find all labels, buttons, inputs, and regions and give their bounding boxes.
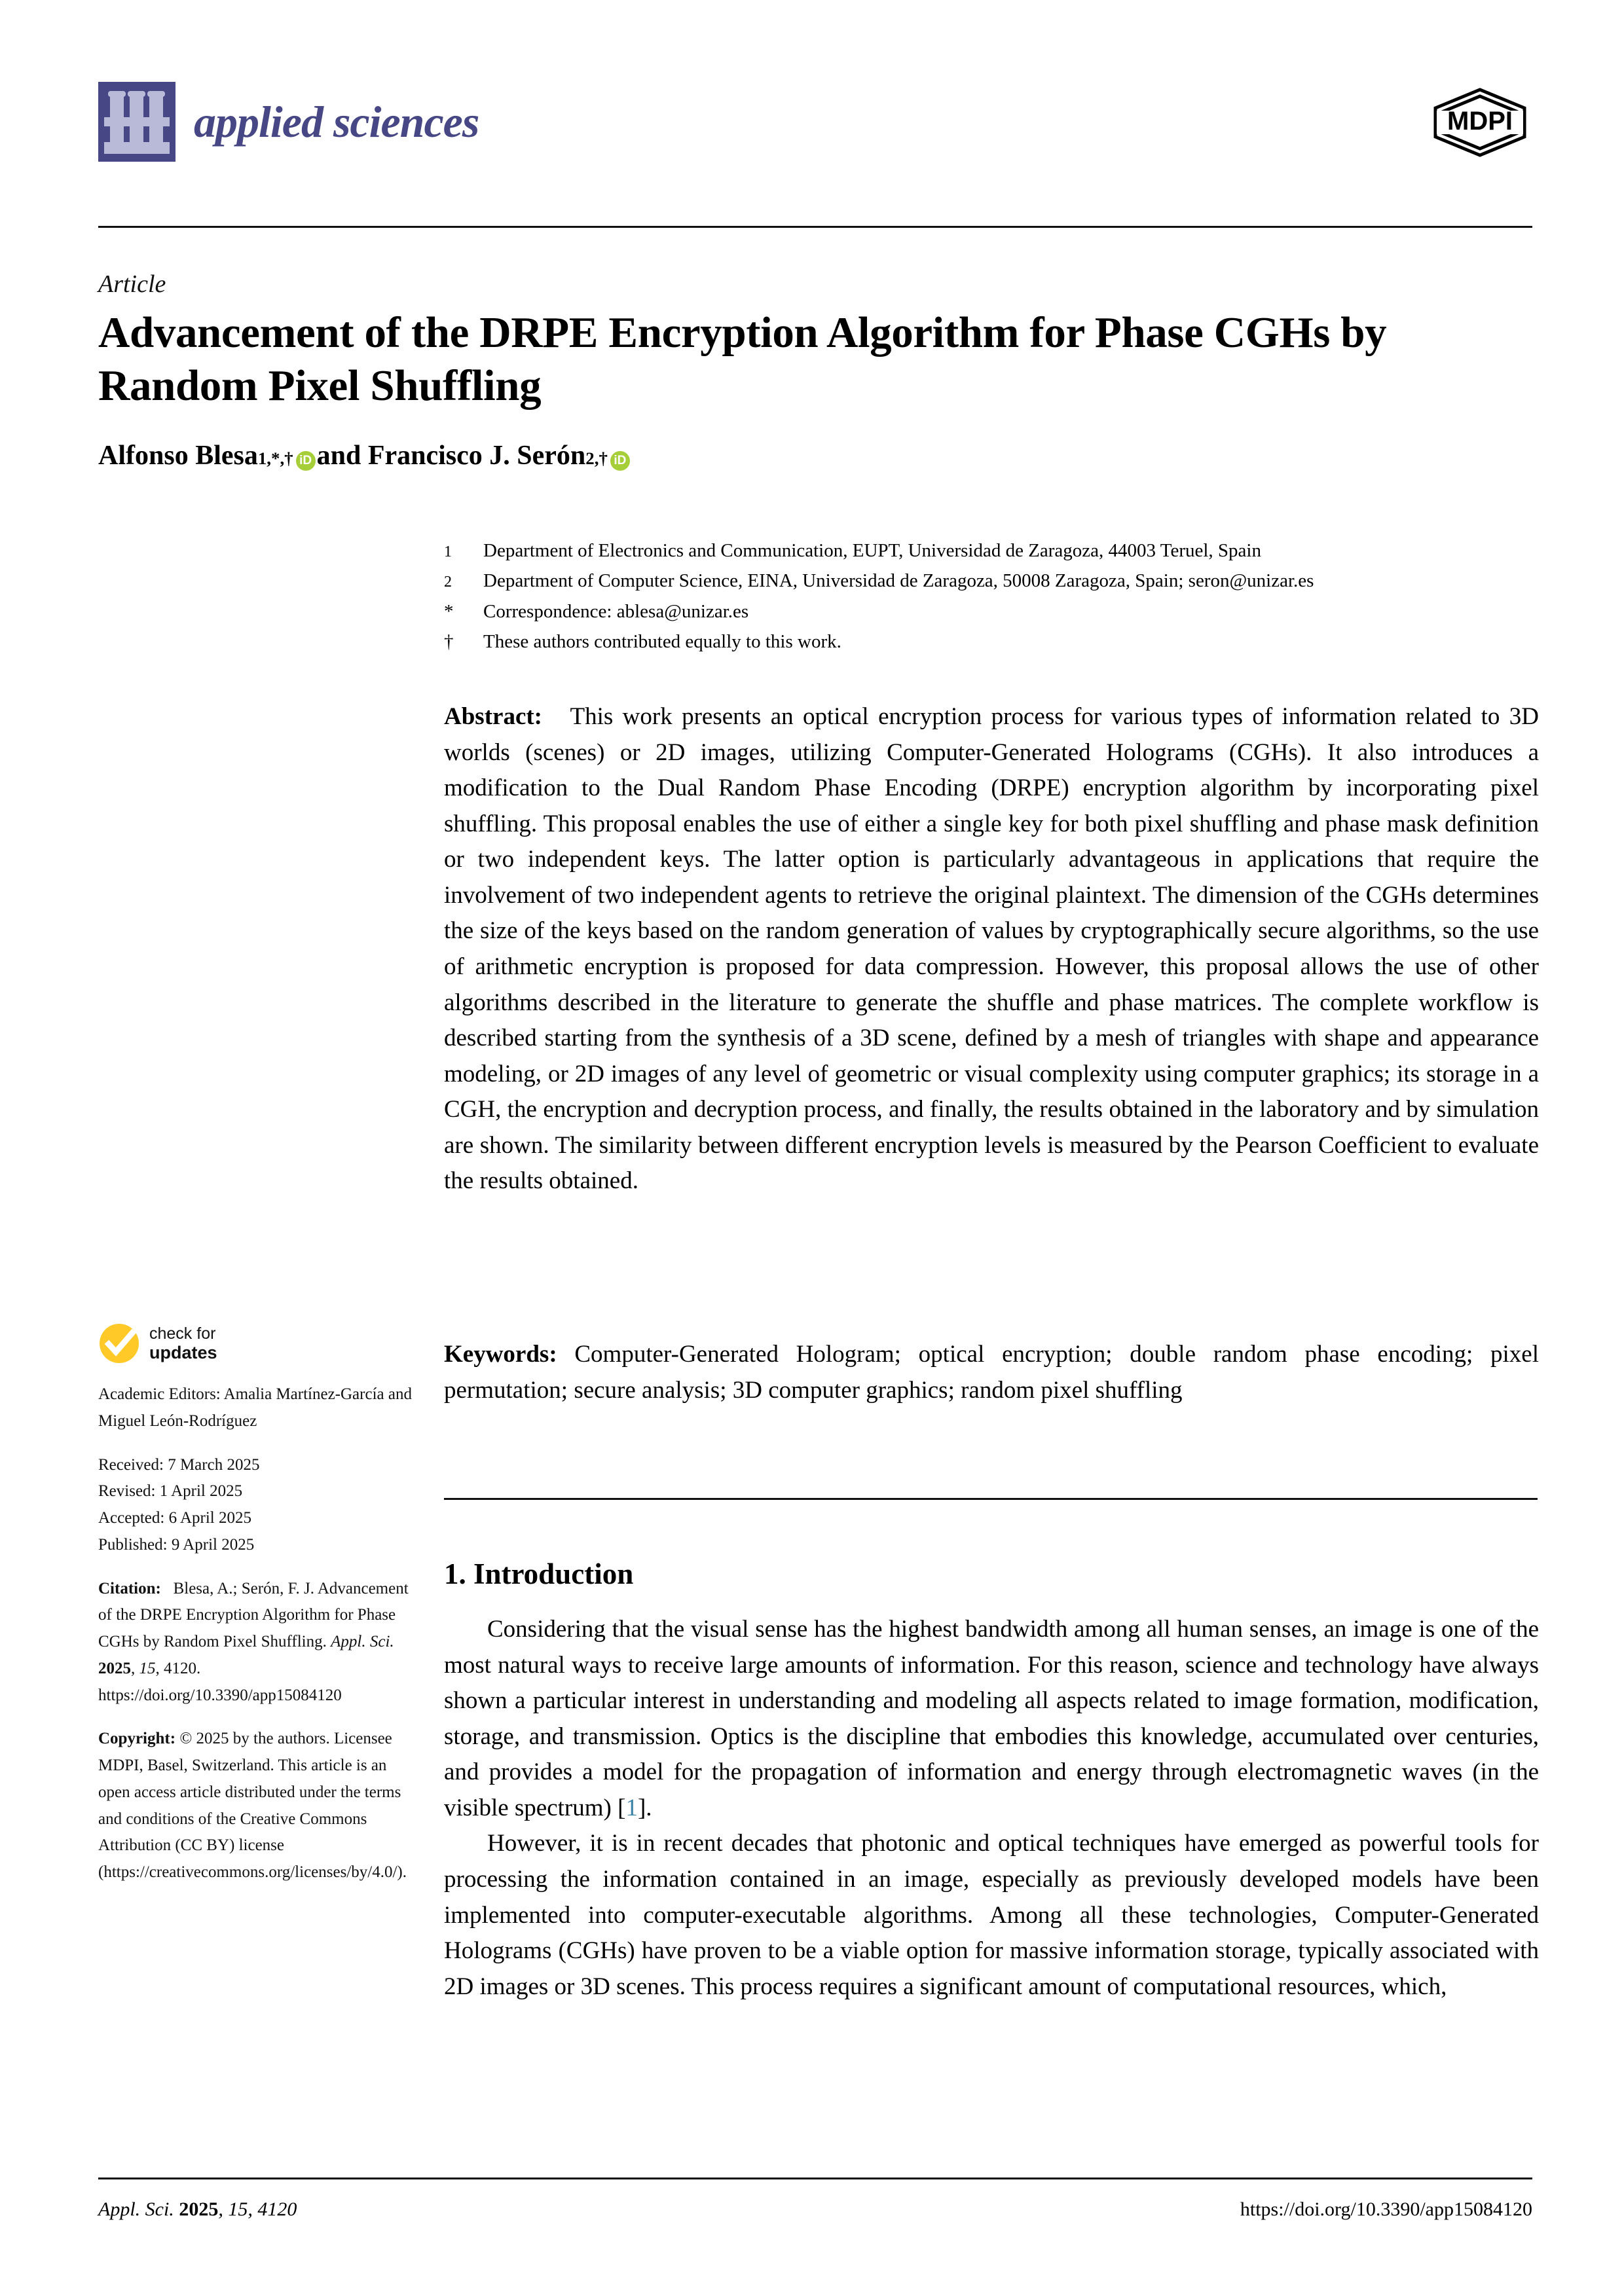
citation-title: Advancement of the DRPE Encryption Algorithm for Phase CGHs by Random Pixel Shuffling.: [98, 1579, 409, 1650]
paragraph-text-tail: ].: [637, 1794, 652, 1821]
footer-year: 2025: [179, 2198, 219, 2220]
svg-text:MDPI: MDPI: [1447, 107, 1513, 136]
masthead: [98, 82, 1532, 160]
date-revised: Revised: 1 April 2025: [98, 1482, 243, 1501]
paragraph-text: Considering that the visual sense has the highest bandwidth among all human senses, an image is one of the most natural ways to receive large amounts of information. For this reason, science and technology have always shown a particular interest in understanding and modeling all aspects related to image formation, modification, storage, and transmission. Optics is the discipline that embodies this knowledge, accumulated over centuries, and provides a model for the propagation of information and energy through electromagnetic waves (in the visible spectrum) [: [444, 1616, 1539, 1821]
check-for-updates-line2: updates: [149, 1342, 217, 1362]
keywords-label: Keywords:: [444, 1341, 557, 1368]
affiliation-text: Department of Computer Science, EINA, Universidad de Zaragoza, 50008 Zaragoza, Spain; seron@unizar.es: [483, 570, 1314, 592]
header-divider: [98, 226, 1532, 228]
abstract-text: This work presents an optical encryption process for various types of information related to 3D worlds (scenes) or 2D images, utilizing Computer-Generated Holograms (CGHs). It also introduces a modification to the Dual Random Phase Encoding (DRPE) encryption algorithm by incorporating pixel shuffling. This proposal enables the use of either a single key for both pixel shuffling and phase mask definition or two independent keys. The latter option is particularly advantageous in applications that require the involvement of two independent agents to retrieve the original plaintext. The dimension of the CGHs determines the size of the keys based on the random generation of values by cryptographically secure algorithms, so the use of arithmetic encryption is proposed for data compression. However, this proposal allows the use of other algorithms described in the literature to generate the shuffle and phase matrices. The complete workflow is described starting from the synthesis of a 3D scene, defined by a mesh of triangles with shape and appearance modeling, or 2D images of any level of geometric or visual complexity using computer graphics; its storage in a CGH, the encryption and decryption process, and finally, the results obtained in the laboratory and by simulation are shown. The similarity between different encryption levels is measured by the Pearson Coefficient to evaluate the results obtained.: [444, 703, 1539, 1195]
author-affil-marks-2: 2,†: [585, 448, 608, 468]
check-for-updates-line1: check for: [149, 1324, 216, 1343]
check-for-updates-badge[interactable]: [98, 1322, 413, 1364]
footer-doi-link[interactable]: https://doi.org/10.3390/app15084120: [1240, 2198, 1532, 2220]
footer-volume: 15: [228, 2198, 248, 2220]
academic-editors: Academic Editors: Amalia Martínez-García and Miguel León-Rodríguez: [98, 1385, 412, 1430]
test-tube-rack-icon: [98, 82, 175, 162]
paragraph: [444, 1612, 1539, 1826]
publication-dates: [98, 1452, 413, 1559]
correspondence-item: [444, 596, 1538, 627]
footer-divider: [98, 2178, 1532, 2179]
citation-block: Citation: Blesa, A.; Serón, F. J. Advancement of the DRPE Encryption Algorithm for Phase CGHs by Random Pixel Shuffling. Appl. Sci. 2025, 15, 4120. https://doi.org/10.3390/app15084120: [98, 1579, 409, 1704]
affiliation-mark: *: [444, 600, 454, 622]
correspondence-text: Correspondence: ablesa@unizar.es: [483, 600, 749, 622]
page-title: Advancement of the DRPE Encryption Algorithm for Phase CGHs by Random Pixel Shuffling: [98, 308, 1387, 410]
keywords-divider: [444, 1498, 1538, 1500]
sidebar: [98, 1322, 413, 1886]
check-circle-icon: [98, 1322, 140, 1364]
citation-link[interactable]: 1: [625, 1794, 638, 1821]
citation-year: 2025: [98, 1659, 131, 1677]
affiliation-item: [444, 536, 1538, 566]
author-affil-marks-1: 1,*,†: [257, 448, 293, 468]
citation-volume: 15: [139, 1659, 156, 1677]
affiliation-text: Department of Electronics and Communication, EUPT, Universidad de Zaragoza, 44003 Teruel, Spain: [483, 540, 1261, 561]
keywords-text: Computer-Generated Hologram; optical encryption; double random phase encoding; pixel permutation; secure analysis; 3D computer graphics; random pixel shuffling: [444, 1341, 1540, 1404]
introduction-body: [444, 1612, 1539, 2005]
copyright-text: © 2025 by the authors. Licensee MDPI, Basel, Switzerland. This article is an open access article distributed under the terms and conditions of the Creative Commons Attribution (CC BY) license (https://creativecommons.org/licenses/by/4.0/).: [98, 1730, 407, 1881]
footer-article-no: , 4120: [248, 2198, 297, 2220]
affiliation-mark: †: [444, 631, 454, 653]
affiliation-list: [444, 536, 1538, 657]
citation-label: Citation:: [98, 1579, 161, 1597]
journal-logo: [98, 82, 479, 162]
keywords-block: [444, 1337, 1539, 1408]
citation-authors: Blesa, A.; Serón, F. J.: [173, 1579, 314, 1597]
citation-journal: Appl. Sci.: [331, 1633, 394, 1650]
author-conjunction: and Francisco J. Serón: [316, 441, 586, 471]
citation-pages: , 4120.: [155, 1659, 201, 1677]
article-type-label: Article: [98, 270, 166, 298]
orcid-icon[interactable]: iD: [610, 451, 630, 471]
footer-journal: Appl. Sci.: [98, 2198, 174, 2220]
equal-contribution-item: [444, 627, 1538, 657]
copyright-block: [98, 1726, 413, 1886]
date-accepted: Accepted: 6 April 2025: [98, 1509, 251, 1527]
affiliation-mark: 1: [444, 543, 452, 560]
author-list: [98, 440, 631, 471]
check-for-updates-label: [149, 1324, 217, 1362]
footer-citation: Appl. Sci. 2025, 15, 4120: [98, 2198, 297, 2220]
mdpi-logo: [1428, 86, 1532, 159]
journal-title: applied sciences: [194, 97, 479, 147]
copyright-label: Copyright:: [98, 1730, 176, 1748]
affiliation-item: [444, 566, 1538, 596]
affiliation-mark: 2: [444, 574, 452, 591]
orcid-icon[interactable]: iD: [296, 451, 316, 471]
date-published: Published: 9 April 2025: [98, 1535, 255, 1554]
author-name-1: Alfonso Blesa: [98, 441, 258, 471]
equal-contribution-text: These authors contributed equally to this work.: [483, 631, 841, 653]
section-heading-introduction: 1. Introduction: [444, 1558, 634, 1590]
date-received: Received: 7 March 2025: [98, 1455, 260, 1474]
abstract-label: Abstract:: [444, 703, 543, 730]
abstract-block: [444, 699, 1539, 1199]
paragraph: However, it is in recent decades that photonic and optical techniques have emerged as powerful tools for processing the information contained in an image, especially as previously developed models have been implemented into computer-executable algorithms. Among all these technologies, Computer-Generated Holograms (CGHs) have proven to be a viable option for massive information storage, typically associated with 2D images or 3D scenes. This process requires a significant amount of computational resources, which,: [444, 1830, 1539, 2000]
citation-doi-link[interactable]: https://doi.org/10.3390/app15084120: [98, 1686, 342, 1704]
